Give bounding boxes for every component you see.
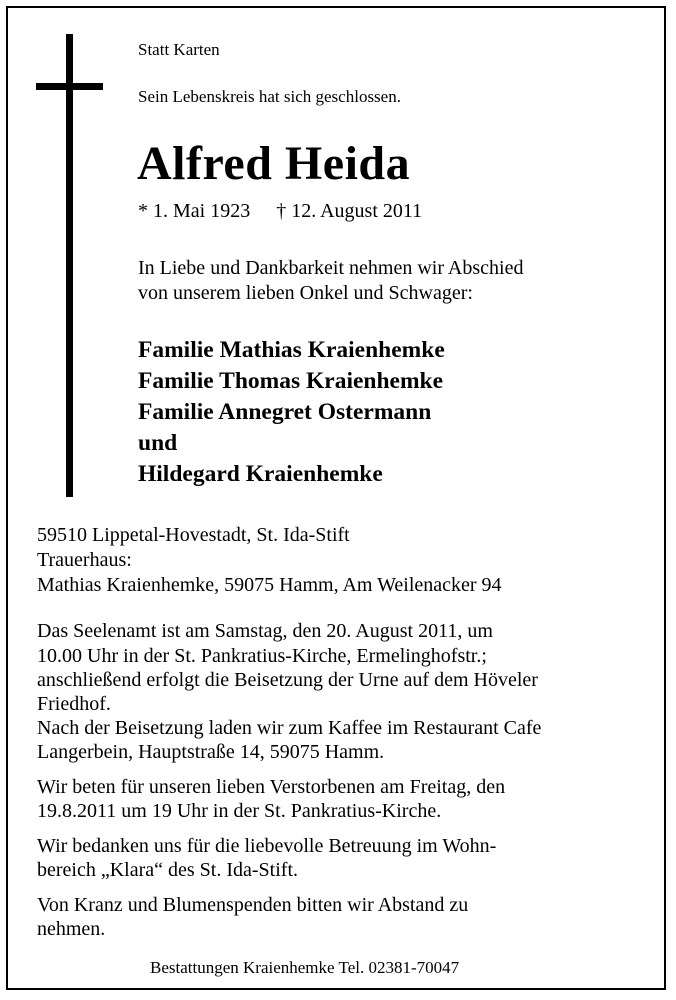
farewell-line-2: von unserem lieben Onkel und Schwager: xyxy=(138,282,473,304)
motto: Sein Lebenskreis hat sich geschlossen. xyxy=(138,87,401,106)
cross-icon xyxy=(66,34,73,497)
prayer-line-1: Wir beten für unseren lieben Verstorbenen am Freitag, den xyxy=(37,776,506,798)
header-statt-karten: Statt Karten xyxy=(138,40,220,59)
mourner-3: Familie Annegret Ostermann xyxy=(138,399,432,425)
death-date: † 12. August 2011 xyxy=(276,200,423,222)
address-line-2: Trauerhaus: xyxy=(37,549,132,571)
mourner-und: und xyxy=(138,430,178,456)
service-line-4: Friedhof. xyxy=(37,693,111,715)
cross-icon-bar xyxy=(36,83,103,90)
mourner-4: Hildegard Kraienhemke xyxy=(138,461,383,487)
prayer-line-2: 19.8.2011 um 19 Uhr in der St. Pankratius-Kirche. xyxy=(37,800,442,822)
undertaker-footer: Bestattungen Kraienhemke Tel. 02381-70047 xyxy=(150,958,460,977)
thanks-line-1: Wir bedanken uns für die liebevolle Betreuung im Wohn- xyxy=(37,835,497,857)
mourner-2: Familie Thomas Kraienhemke xyxy=(138,368,444,394)
life-dates xyxy=(138,200,422,223)
address-line-3: Mathias Kraienhemke, 59075 Hamm, Am Weilenacker 94 xyxy=(37,574,502,596)
service-line-1: Das Seelenamt ist am Samstag, den 20. August 2011, um xyxy=(37,620,493,642)
birth-date: * 1. Mai 1923 xyxy=(138,200,251,222)
flowers-line-1: Von Kranz und Blumenspenden bitten wir Abstand zu xyxy=(37,894,469,916)
service-line-5: Nach der Beisetzung laden wir zum Kaffee im Restaurant Cafe xyxy=(37,717,542,739)
service-line-6: Langerbein, Hauptstraße 14, 59075 Hamm. xyxy=(37,741,385,763)
address-line-1: 59510 Lippetal-Hovestadt, St. Ida-Stift xyxy=(37,524,350,546)
service-line-3: anschließend erfolgt die Beisetzung der Urne auf dem Höveler xyxy=(37,669,538,691)
flowers-line-2: nehmen. xyxy=(37,918,106,940)
thanks-line-2: bereich „Klara“ des St. Ida-Stift. xyxy=(37,859,299,881)
deceased-name: Alfred Heida xyxy=(137,137,411,190)
mourner-1: Familie Mathias Kraienhemke xyxy=(138,337,445,363)
service-line-2: 10.00 Uhr in der St. Pankratius-Kirche, Ermelinghofstr.; xyxy=(37,645,487,667)
farewell-line-1: In Liebe und Dankbarkeit nehmen wir Abschied xyxy=(138,257,524,279)
